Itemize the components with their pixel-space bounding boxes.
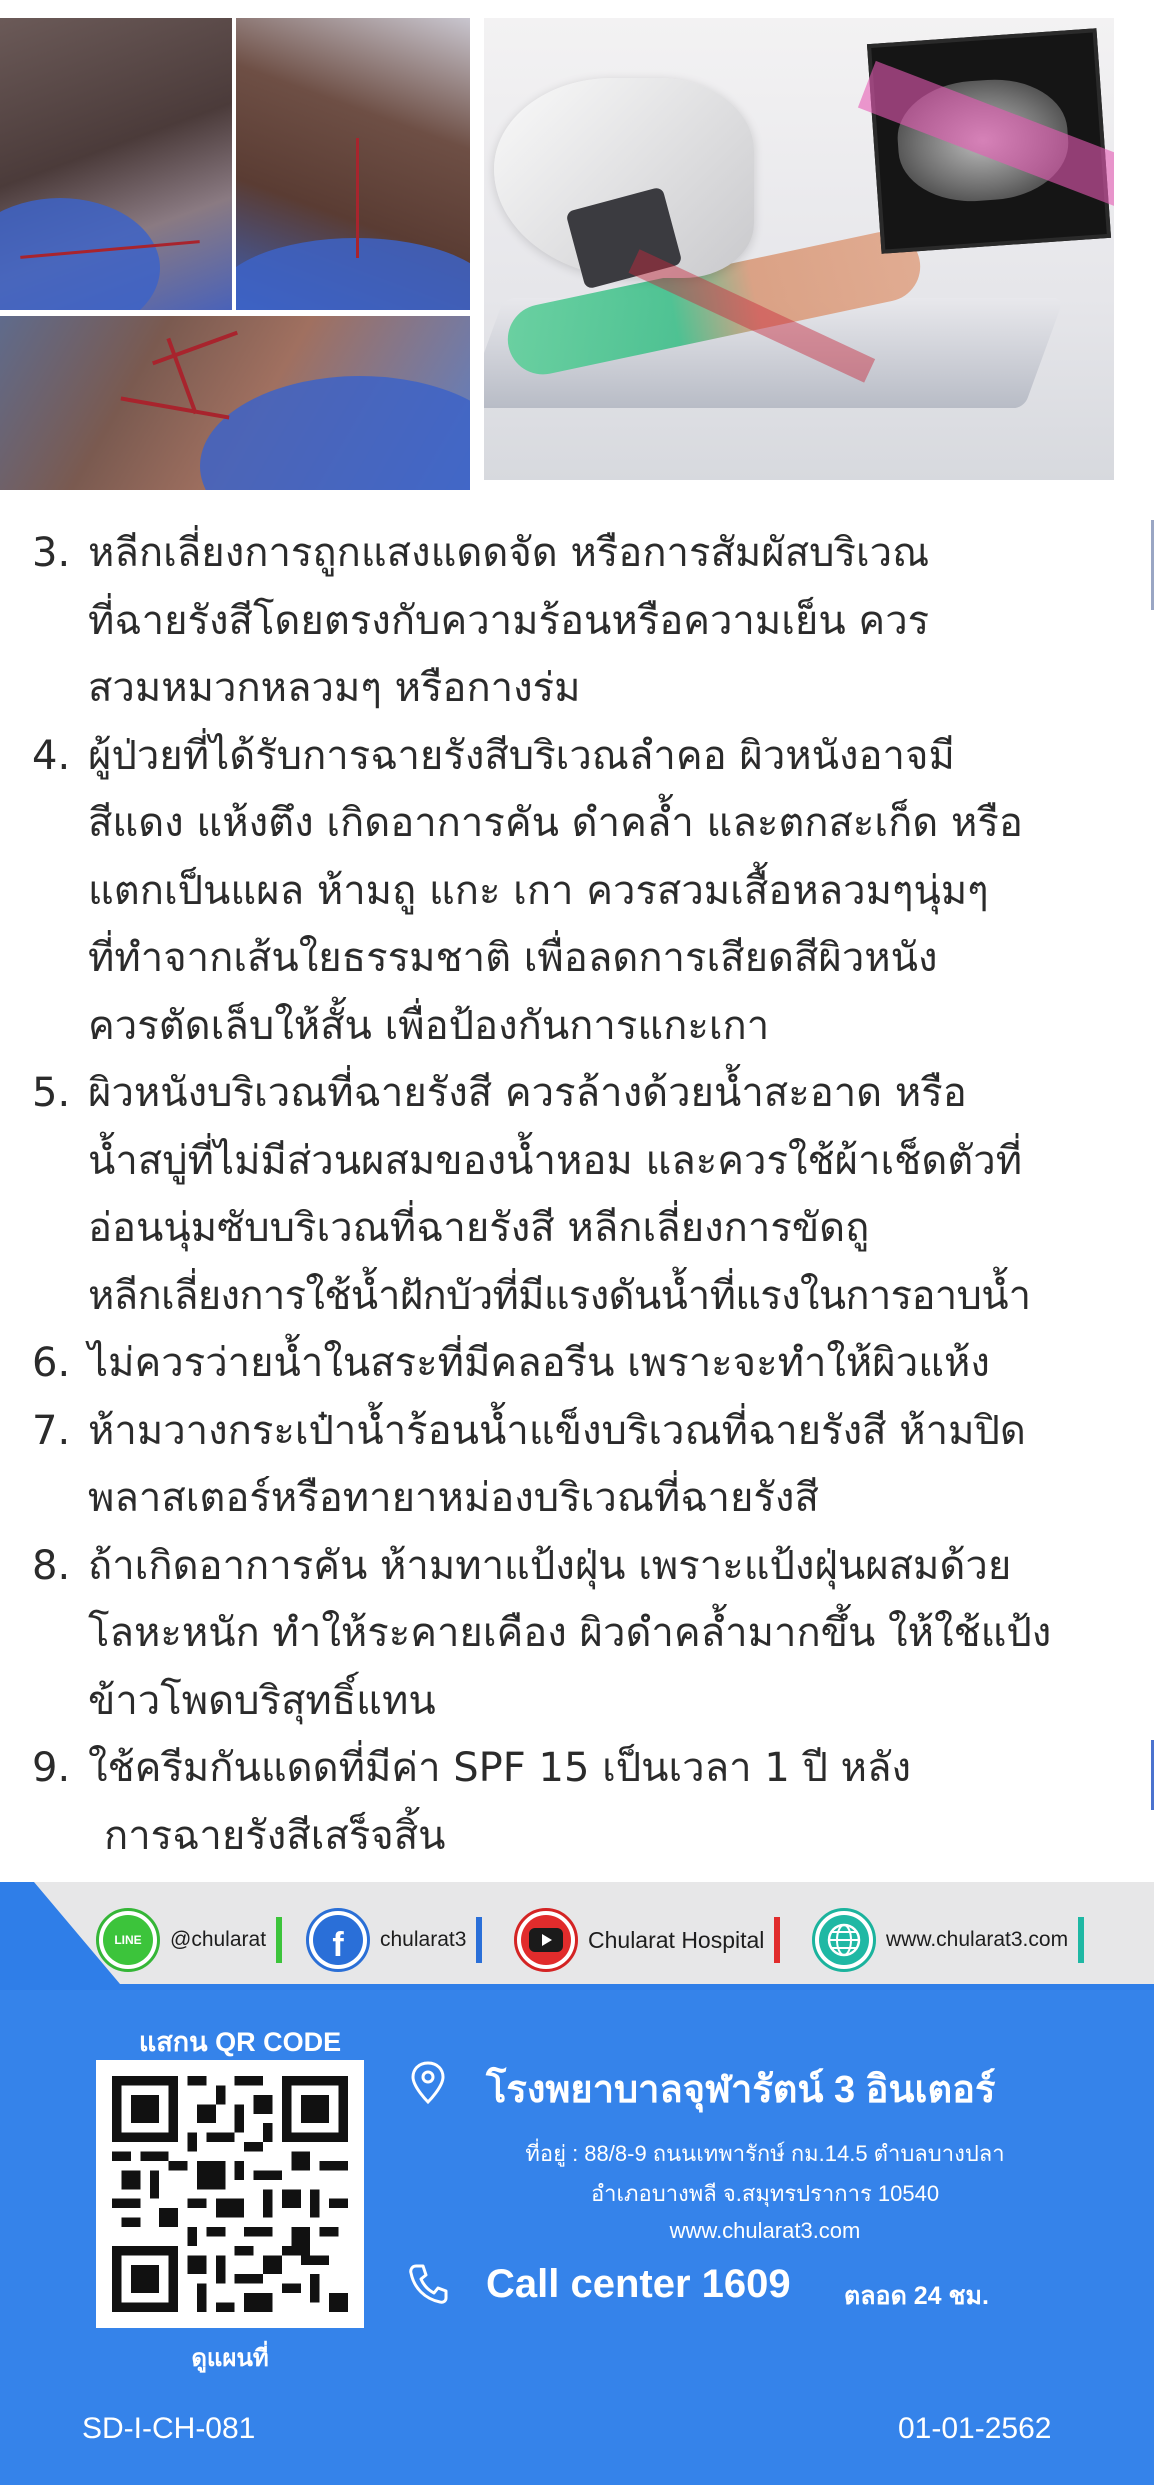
- item-text-line: ที่ฉายรังสีโดยตรงกับความร้อนหรือความเย็น ควร: [88, 597, 930, 644]
- item-text-line: การฉายรังสีเสร็จสิ้น: [104, 1812, 446, 1859]
- item-number: 5.: [32, 1070, 71, 1116]
- item-text-line: ถ้าเกิดอาการคัน ห้ามทาแป้งฝุ่น เพราะแป้งฝุ่นผสมด้วย: [88, 1542, 1012, 1589]
- item-text-line: ผู้ป่วยที่ได้รับการฉายรังสีบริเวณลำคอ ผิวหนังอาจมี: [88, 732, 955, 779]
- website-text[interactable]: www.chularat3.com: [669, 2218, 861, 2243]
- item-text-line: ห้ามวางกระเป๋าน้ำร้อนน้ำแข็งบริเวณที่ฉายรังสี ห้ามปิด: [88, 1407, 1026, 1454]
- item-text-line: ผิวหนังบริเวณที่ฉายรังสี ควรล้างด้วยน้ำสะอาด หรือ: [88, 1070, 967, 1116]
- ct-scan-monitor: [867, 28, 1111, 254]
- item-text-line: หลีกเลี่ยงการถูกแสงแดดจัด หรือการสัมผัสบริเวณ: [88, 530, 930, 576]
- item-text-line: ใช้ครีมกันแดดที่มีค่า SPF 15 เป็นเวลา 1 ปี หลัง: [88, 1745, 912, 1791]
- divider: [476, 1917, 482, 1963]
- youtube-icon: [514, 1908, 578, 1972]
- line-icon: LINE: [96, 1908, 160, 1972]
- address-line: อำเภอบางพลี จ.สมุทรปราการ 10540: [590, 2181, 940, 2206]
- phone-icon: [406, 2262, 450, 2306]
- address-line: ที่อยู่ : 88/8-9 ถนนเทพารักษ์ กม.14.5 ตำบลบางปลา: [525, 2141, 1005, 2166]
- location-pin-icon: [408, 2060, 448, 2106]
- call-center-hours: ตลอด 24 ชม.: [844, 2282, 989, 2310]
- item-number: 6.: [32, 1340, 71, 1386]
- item-number: 3.: [32, 530, 71, 576]
- list-item: [32, 1398, 1132, 1533]
- divider: [774, 1917, 780, 1963]
- globe-icon: [812, 1908, 876, 1972]
- photo-neck-marking-front: [0, 316, 470, 490]
- photo-neck-marking-back: [0, 18, 232, 310]
- call-center[interactable]: Call center 1609: [486, 2262, 791, 2306]
- divider: [276, 1917, 282, 1963]
- item-text-line: โลหะหนัก ทำให้ระคายเคือง ผิวดำคล้ำมากขึ้น ให้ใช้แป้ง: [88, 1610, 1052, 1656]
- item-text-line: อ่อนนุ่มซับบริเวณที่ฉายรังสี หลีกเลี่ยงการขัดถู: [88, 1205, 870, 1251]
- qr-caption: ดูแผนที่: [191, 2345, 269, 2372]
- item-text-line: ควรตัดเล็บให้สั้น เพื่อป้องกันการแกะเกา: [88, 1002, 770, 1049]
- social-web[interactable]: [812, 1908, 1084, 1972]
- item-number: 7.: [32, 1407, 71, 1454]
- facebook-page[interactable]: chularat3: [380, 1928, 467, 1951]
- divider: [1078, 1917, 1084, 1963]
- qr-title: แสกน QR CODE: [138, 2027, 342, 2057]
- photo-collage: [0, 18, 1154, 490]
- social-line[interactable]: [96, 1908, 282, 1972]
- qr-code[interactable]: [96, 2060, 364, 2328]
- photo-radiotherapy-machine: [484, 18, 1114, 480]
- item-text-line: สีแดง แห้งตึง เกิดอาการคัน ดำคล้ำ และตกสะเก็ด หรือ: [88, 800, 1023, 846]
- social-facebook[interactable]: [306, 1908, 482, 1972]
- item-text-line: พลาสเตอร์หรือทายาหม่องบริเวณที่ฉายรังสี: [88, 1475, 819, 1521]
- social-youtube[interactable]: [514, 1908, 780, 1972]
- document-code: SD-I-CH-081: [82, 2412, 256, 2445]
- care-instructions-list: [32, 520, 1132, 1870]
- photo-neck-marking-side: [236, 18, 470, 310]
- item-number: 4.: [32, 732, 71, 779]
- list-item: [32, 723, 1132, 1061]
- list-item: [32, 1330, 1132, 1398]
- item-text-line: น้ำสบู่ที่ไม่มีส่วนผสมของน้ำหอม และควรใช้ผ้าเช็ดตัวที่: [88, 1137, 1023, 1184]
- item-text-line: หลีกเลี่ยงการใช้น้ำฝักบัวที่มีแรงดันน้ำที่แรงในการอาบน้ำ: [88, 1272, 1031, 1319]
- qr-code-image: [112, 2076, 348, 2312]
- list-item: [32, 1735, 1132, 1870]
- youtube-channel[interactable]: Chularat Hospital: [588, 1926, 765, 1953]
- item-text-line: ที่ทำจากเส้นใยธรรมชาติ เพื่อลดการเสียดสีผิวหนัง: [88, 935, 938, 981]
- website-link[interactable]: www.chularat3.com: [886, 1928, 1069, 1951]
- document-date: 01-01-2562: [898, 2412, 1052, 2445]
- hospital-name: โรงพยาบาลจุฬารัตน์ 3 อินเตอร์: [486, 2069, 996, 2111]
- list-item: [32, 520, 1132, 723]
- facebook-icon: f: [306, 1908, 370, 1972]
- list-item: [32, 1533, 1132, 1736]
- list-item: [32, 1060, 1132, 1330]
- item-text-line: แตกเป็นแผล ห้ามถู แกะ เกา ควรสวมเสื้อหลวมๆนุ่มๆ: [88, 867, 989, 914]
- item-text-line: ไม่ควรว่ายน้ำในสระที่มีคลอรีน เพราะจะทำให้ผิวแห้ง: [88, 1340, 990, 1386]
- item-number: 8.: [32, 1542, 71, 1589]
- item-text-line: สวมหมวกหลวมๆ หรือกางร่ม: [88, 665, 581, 711]
- line-id[interactable]: @chularat: [170, 1928, 267, 1951]
- item-number: 9.: [32, 1745, 71, 1791]
- item-text-line: ข้าวโพดบริสุทธิ์แทน: [88, 1677, 436, 1724]
